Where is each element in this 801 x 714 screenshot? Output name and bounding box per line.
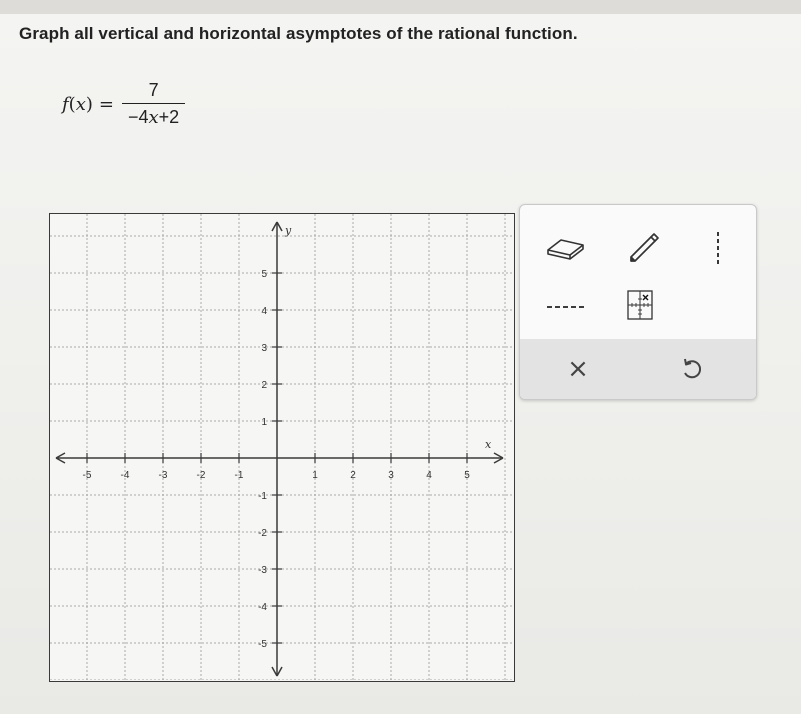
vertical-dashed-line-icon (713, 231, 723, 265)
x-tick-label: -4 (120, 470, 130, 481)
x-tick-label: 1 (312, 470, 318, 481)
y-tick-label: 4 (261, 306, 267, 317)
denominator-constant: +2 (158, 107, 180, 127)
function-lhs (62, 94, 93, 115)
y-tick-label: 5 (261, 269, 267, 280)
fraction-numerator: 7 (148, 80, 159, 100)
denominator-coefficient: −4 (127, 107, 149, 127)
graph-area[interactable] (49, 213, 515, 682)
horizontal-asymptote-tool-button[interactable] (536, 289, 596, 325)
x-tick-label: 2 (350, 470, 356, 481)
equals-sign: = (98, 93, 114, 115)
eraser-tool-button[interactable] (542, 229, 590, 269)
grid-graph-icon (625, 289, 655, 321)
x-tick-label: 5 (464, 470, 470, 481)
function-formula (62, 80, 185, 128)
undo-button[interactable] (670, 347, 714, 391)
denominator-variable: x (148, 107, 159, 128)
coordinate-plane[interactable] (50, 214, 513, 680)
fraction-denominator (122, 103, 185, 128)
question-prompt: Graph all vertical and horizontal asymptotes of the rational function. (19, 24, 578, 43)
open-paren: ( (68, 93, 76, 115)
y-tick-label: 1 (261, 417, 267, 428)
y-tick-label: 2 (261, 380, 267, 391)
x-axis-label: x (485, 438, 492, 451)
graph-toolbar (519, 204, 757, 400)
y-axis-label: y (285, 224, 292, 237)
graph-grid-tool-button[interactable] (618, 283, 662, 327)
clear-button[interactable] (556, 347, 600, 391)
close-paren: ) (85, 93, 93, 115)
fraction (122, 80, 185, 128)
pencil-tool-button[interactable] (620, 225, 668, 271)
x-tick-label: -5 (82, 470, 92, 481)
pencil-icon (627, 231, 661, 265)
toolbar-action-row (520, 339, 756, 399)
y-tick-label: -3 (258, 565, 267, 576)
y-tick-label: -4 (258, 602, 267, 613)
y-tick-label: -5 (258, 639, 267, 650)
x-tick-label: 3 (388, 470, 394, 481)
x-tick-label: -3 (158, 470, 168, 481)
vertical-asymptote-tool-button[interactable] (698, 223, 738, 273)
y-tick-label: -2 (258, 528, 267, 539)
y-tick-label: -1 (258, 491, 267, 502)
x-tick-label: 4 (426, 470, 432, 481)
function-variable: x (75, 93, 86, 115)
x-tick-label: -2 (196, 470, 206, 481)
close-icon: × (567, 354, 589, 384)
undo-icon (681, 357, 703, 381)
top-shade (0, 0, 801, 14)
function-name: f (62, 93, 69, 115)
y-tick-label: 3 (261, 343, 267, 354)
horizontal-dashed-line-icon (546, 302, 586, 312)
x-tick-label: -1 (234, 470, 244, 481)
eraser-icon (545, 236, 587, 262)
